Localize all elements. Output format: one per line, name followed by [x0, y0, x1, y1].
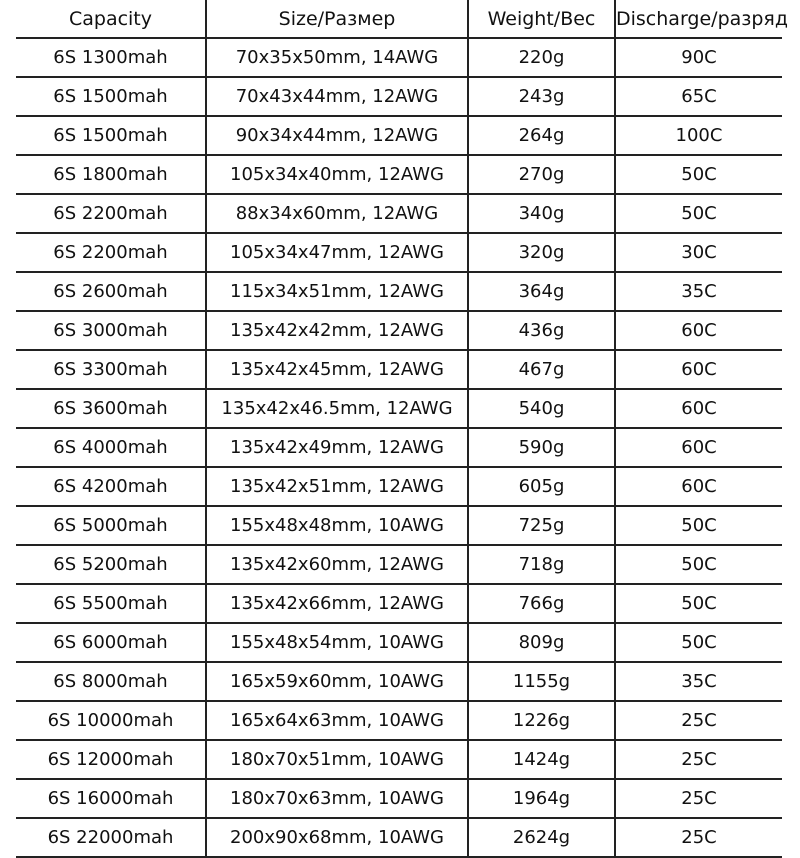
capacity-cell: 6S 5000mah [16, 506, 206, 545]
discharge-cell: 35C [615, 662, 782, 701]
weight-cell: 243g [468, 77, 615, 116]
discharge-cell: 50C [615, 506, 782, 545]
discharge-header: Discharge/разряд [615, 0, 782, 38]
capacity-cell: 6S 3300mah [16, 350, 206, 389]
weight-cell: 340g [468, 194, 615, 233]
table-row [16, 467, 782, 506]
weight-cell: 2624g [468, 818, 615, 857]
size-cell: 180x70x63mm, 10AWG [206, 779, 468, 818]
table-body [16, 38, 782, 857]
size-cell: 200x90x68mm, 10AWG [206, 818, 468, 857]
battery-spec-table [16, 0, 789, 858]
discharge-cell: 25C [615, 701, 782, 740]
weight-cell: 590g [468, 428, 615, 467]
size-cell: 135x42x45mm, 12AWG [206, 350, 468, 389]
table-row [16, 389, 782, 428]
capacity-cell: 6S 10000mah [16, 701, 206, 740]
size-cell: 135x42x42mm, 12AWG [206, 311, 468, 350]
capacity-cell: 6S 6000mah [16, 623, 206, 662]
size-cell: 135x42x66mm, 12AWG [206, 584, 468, 623]
table-row [16, 194, 782, 233]
size-cell: 180x70x51mm, 10AWG [206, 740, 468, 779]
weight-header: Weight/Вес [468, 0, 615, 38]
size-cell: 90x34x44mm, 12AWG [206, 116, 468, 155]
weight-cell: 718g [468, 545, 615, 584]
discharge-cell: 30C [615, 233, 782, 272]
size-cell: 135x42x51mm, 12AWG [206, 467, 468, 506]
discharge-cell: 35C [615, 272, 782, 311]
discharge-cell: 25C [615, 779, 782, 818]
table-row [16, 740, 782, 779]
weight-cell: 220g [468, 38, 615, 77]
table-row [16, 155, 782, 194]
discharge-cell: 60C [615, 467, 782, 506]
table-row [16, 545, 782, 584]
discharge-cell: 50C [615, 623, 782, 662]
table-row [16, 623, 782, 662]
table-row [16, 662, 782, 701]
table-row [16, 506, 782, 545]
size-cell: 70x43x44mm, 12AWG [206, 77, 468, 116]
discharge-cell: 25C [615, 818, 782, 857]
weight-cell: 364g [468, 272, 615, 311]
weight-cell: 1424g [468, 740, 615, 779]
header-row [16, 0, 782, 38]
table-row [16, 116, 782, 155]
discharge-cell: 100C [615, 116, 782, 155]
size-cell: 135x42x49mm, 12AWG [206, 428, 468, 467]
size-cell: 155x48x48mm, 10AWG [206, 506, 468, 545]
discharge-cell: 60C [615, 428, 782, 467]
capacity-cell: 6S 1500mah [16, 77, 206, 116]
discharge-cell: 50C [615, 194, 782, 233]
table-row [16, 350, 782, 389]
capacity-cell: 6S 22000mah [16, 818, 206, 857]
capacity-cell: 6S 16000mah [16, 779, 206, 818]
weight-cell: 1964g [468, 779, 615, 818]
size-cell: 135x42x60mm, 12AWG [206, 545, 468, 584]
size-cell: 165x64x63mm, 10AWG [206, 701, 468, 740]
discharge-cell: 50C [615, 584, 782, 623]
weight-cell: 1155g [468, 662, 615, 701]
table-row [16, 311, 782, 350]
table-row [16, 77, 782, 116]
table-row [16, 38, 782, 77]
table-row [16, 428, 782, 467]
capacity-cell: 6S 2200mah [16, 194, 206, 233]
table-header [16, 0, 789, 38]
discharge-cell: 60C [615, 311, 782, 350]
size-cell: 105x34x47mm, 12AWG [206, 233, 468, 272]
table-row [16, 272, 782, 311]
discharge-cell: 25C [615, 740, 782, 779]
size-cell: 135x42x46.5mm, 12AWG [206, 389, 468, 428]
discharge-cell: 50C [615, 155, 782, 194]
weight-cell: 1226g [468, 701, 615, 740]
size-cell: 155x48x54mm, 10AWG [206, 623, 468, 662]
capacity-cell: 6S 5200mah [16, 545, 206, 584]
capacity-cell: 6S 4200mah [16, 467, 206, 506]
discharge-cell: 65C [615, 77, 782, 116]
capacity-cell: 6S 4000mah [16, 428, 206, 467]
weight-cell: 540g [468, 389, 615, 428]
weight-cell: 436g [468, 311, 615, 350]
weight-cell: 320g [468, 233, 615, 272]
discharge-cell: 60C [615, 350, 782, 389]
capacity-header: Capacity [16, 0, 206, 38]
table-row [16, 701, 782, 740]
size-cell: 70x35x50mm, 14AWG [206, 38, 468, 77]
weight-cell: 766g [468, 584, 615, 623]
capacity-cell: 6S 1800mah [16, 155, 206, 194]
capacity-cell: 6S 1300mah [16, 38, 206, 77]
capacity-cell: 6S 3000mah [16, 311, 206, 350]
capacity-cell: 6S 2200mah [16, 233, 206, 272]
size-cell: 88x34x60mm, 12AWG [206, 194, 468, 233]
capacity-cell: 6S 8000mah [16, 662, 206, 701]
weight-cell: 809g [468, 623, 615, 662]
discharge-cell: 90C [615, 38, 782, 77]
weight-cell: 264g [468, 116, 615, 155]
capacity-cell: 6S 2600mah [16, 272, 206, 311]
capacity-cell: 6S 3600mah [16, 389, 206, 428]
size-header: Size/Размер [206, 0, 468, 38]
weight-cell: 725g [468, 506, 615, 545]
discharge-cell: 60C [615, 389, 782, 428]
weight-cell: 270g [468, 155, 615, 194]
capacity-cell: 6S 5500mah [16, 584, 206, 623]
table-row [16, 779, 782, 818]
size-cell: 165x59x60mm, 10AWG [206, 662, 468, 701]
capacity-cell: 6S 1500mah [16, 116, 206, 155]
table-row [16, 233, 782, 272]
table-row [16, 584, 782, 623]
weight-cell: 467g [468, 350, 615, 389]
weight-cell: 605g [468, 467, 615, 506]
table-row [16, 818, 782, 857]
discharge-cell: 50C [615, 545, 782, 584]
capacity-cell: 6S 12000mah [16, 740, 206, 779]
size-cell: 105x34x40mm, 12AWG [206, 155, 468, 194]
size-cell: 115x34x51mm, 12AWG [206, 272, 468, 311]
